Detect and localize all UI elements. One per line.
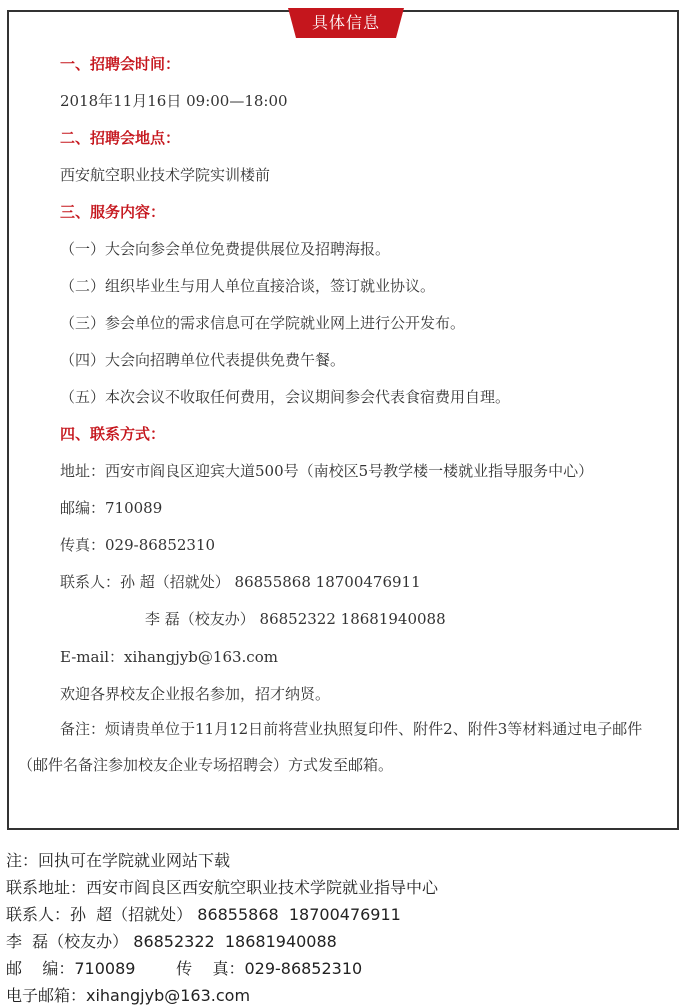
welcome-text: 欢迎各界校友企业报名参加，招才纳贤。 — [60, 685, 331, 703]
remark-text: 备注：烦请贵单位于11月12日前将营业执照复印件、附件2、附件3等材料通过电子邮件（邮件名备注参加校友企业专场招聘会）方式发至邮箱。 — [18, 720, 643, 774]
heading-contact: 四、联系方式： — [60, 425, 166, 443]
footer-email: 电子邮箱：xihangjyb@163.com — [6, 986, 251, 1005]
footer-contact-1: 联系人：孙 超（招就处） 86855868 18700476911 — [6, 905, 401, 924]
contact-postcode: 邮编：710089 — [60, 499, 163, 517]
service-item: （四）大会向招聘单位代表提供免费午餐。 — [60, 351, 346, 369]
service-item: （五）本次会议不收取任何费用，会议期间参会代表食宿费用自理。 — [60, 388, 511, 406]
contact-email: E-mail：xihangjyb@163.com — [60, 648, 278, 666]
contact-fax: 传真：029-86852310 — [60, 536, 216, 554]
section-tab: 具体信息 — [296, 8, 396, 38]
heading-services: 三、服务内容： — [60, 203, 166, 221]
heading-time: 一、招聘会时间： — [60, 55, 181, 73]
time-text: 2018年11月16日 09:00—18:00 — [60, 92, 288, 110]
contact-person-2: 李 磊（校友办） 86852322 18681940088 — [145, 610, 446, 628]
footer-contact-2: 李 磊（校友办） 86852322 18681940088 — [6, 932, 337, 951]
contact-person-1: 联系人：孙 超（招就处） 86855868 18700476911 — [60, 573, 421, 591]
footer-postcode-fax: 邮 编：710089 传 真：029-86852310 — [6, 959, 363, 978]
location-text: 西安航空职业技术学院实训楼前 — [60, 166, 271, 184]
service-item: （三）参会单位的需求信息可在学院就业网上进行公开发布。 — [60, 314, 466, 332]
service-item: （一）大会向参会单位免费提供展位及招聘海报。 — [60, 240, 391, 258]
contact-address: 地址：西安市阎良区迎宾大道500号（南校区5号教学楼一楼就业指导服务中心） — [60, 462, 594, 480]
footer-address: 联系地址：西安市阎良区西安航空职业技术学院就业指导中心 — [6, 878, 439, 897]
heading-location: 二、招聘会地点： — [60, 129, 181, 147]
footer-note: 注：回执可在学院就业网站下载 — [6, 851, 231, 870]
service-item: （二）组织毕业生与用人单位直接洽谈，签订就业协议。 — [60, 277, 436, 295]
